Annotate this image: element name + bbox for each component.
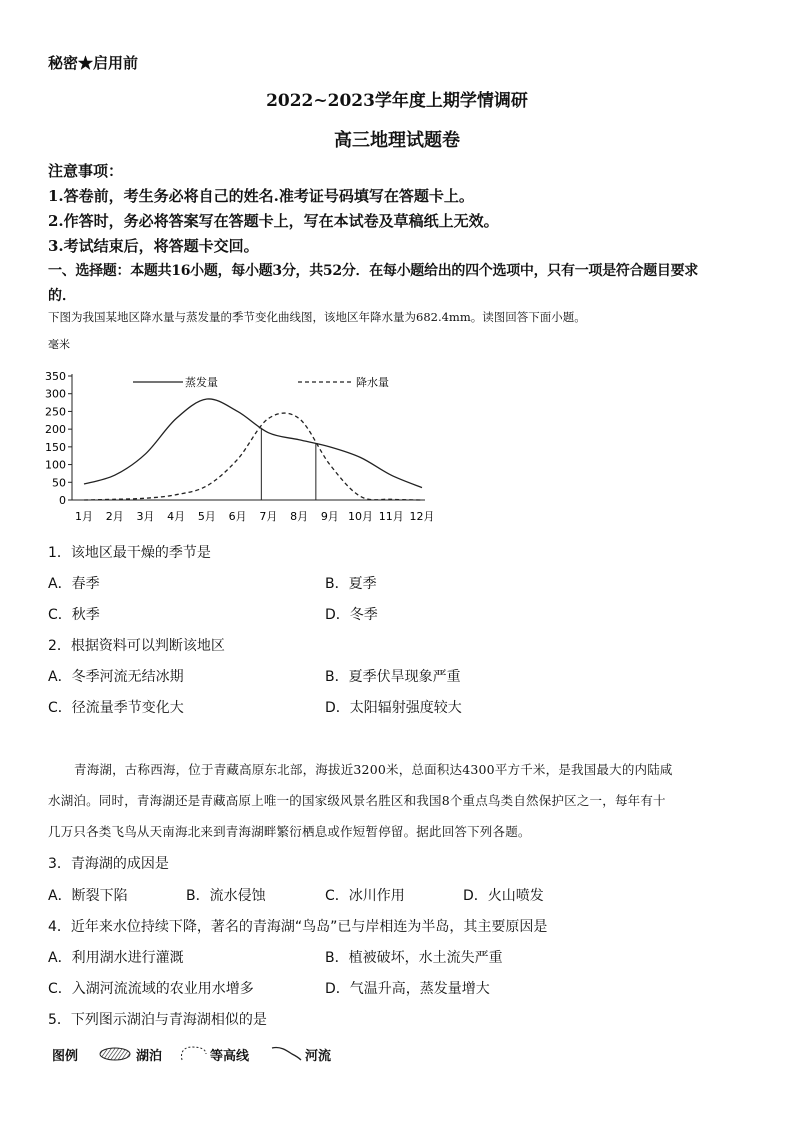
question-1-stem: 1．该地区最干燥的季节是 [48,545,211,561]
question-1-option-d[interactable]: D．冬季 [325,607,378,623]
y-tick-label: 50 [52,476,66,490]
question-3-option-c[interactable]: C．冰川作用 [325,888,405,904]
notice-heading: 注意事项： [48,162,124,180]
evaporation-line [84,399,422,488]
y-tick-label: 200 [45,423,66,437]
x-tick-label: 9月 [320,510,339,523]
x-tick-label: 4月 [167,510,186,523]
x-tick-label: 2月 [105,510,124,523]
exam-title: 2022~2023学年度上期学情调研 [266,91,528,111]
question-5-stem: 5．下列图示湖泊与青海湖相似的是 [48,1012,267,1028]
question-3-option-d[interactable]: D．火山喷发 [463,888,544,904]
section-heading-line1: 一、选择题：本题共16小题，每小题3分，共52分．在每小题给出的四个选项中，只有一项是符合题目要求 [48,263,699,279]
x-tick-label: 11月 [378,510,404,523]
y-axis-unit: 毫米 [48,338,70,351]
x-tick-label: 8月 [290,510,309,523]
x-tick-label: 12月 [409,510,435,523]
y-tick-label: 250 [45,405,66,419]
question-2-option-b[interactable]: B．夏季伏旱现象严重 [325,669,461,685]
legend-river-label: 河流 [305,1049,332,1064]
y-tick-label: 0 [59,494,66,507]
question-2-option-d[interactable]: D．太阳辐射强度较大 [325,700,462,716]
y-tick-label: 100 [45,458,66,472]
question-4-option-b[interactable]: B．植被破坏，水土流失严重 [325,950,503,966]
chart-intro: 下图为我国某地区降水量与蒸发量的季节变化曲线图，该地区年降水量为682.4mm。读图回答下面小题。 [48,310,586,324]
precip-evap-chart [30,330,450,530]
precipitation-line [84,413,422,500]
x-tick-label: 6月 [228,510,247,523]
x-tick-label: 1月 [75,510,93,523]
question-3-option-a[interactable]: A．断裂下陷 [48,888,128,904]
question-1-option-c[interactable]: C．秋季 [48,607,100,623]
y-tick-label: 300 [45,387,66,401]
legend-lake-label: 湖泊 [136,1049,163,1064]
question-3-stem: 3．青海湖的成因是 [48,856,169,872]
x-tick-label: 7月 [259,510,278,523]
x-tick-label: 10月 [348,510,374,523]
legend-evaporation-label: 蒸发量 [185,376,218,389]
passage-line-2: 水湖泊。同时，青海湖还是青藏高原上唯一的国家级风景名胜区和我国8个重点鸟类自然保护区之一，每年有十 [48,793,666,808]
y-tick-label: 350 [45,370,66,383]
question-3-option-b[interactable]: B．流水侵蚀 [186,888,266,904]
exam-subtitle: 高三地理试题卷 [334,130,460,151]
notice-item-2: 2.作答时，务必将答案写在答题卡上，写在本试卷及草稿纸上无效。 [48,212,499,230]
question-2-option-a[interactable]: A．冬季河流无结冰期 [48,669,184,685]
notice-item-1: 1.答卷前，考生务必将自己的姓名.准考证号码填写在答题卡上。 [48,187,474,205]
x-tick-label: 5月 [197,510,216,523]
x-tick-label: 3月 [136,510,155,523]
question-2-option-c[interactable]: C．径流量季节变化大 [48,700,184,716]
section-heading-line2: 的． [48,288,76,304]
y-tick-label: 150 [45,440,66,454]
river-icon [270,1044,302,1062]
question-2-stem: 2．根据资料可以判断该地区 [48,638,225,654]
secret-label: 秘密★启用前 [48,54,139,72]
notice-item-3: 3.考试结束后，将答题卡交回。 [48,237,259,255]
legend-contour-label: 等高线 [210,1049,250,1064]
legend-title: 图例 [52,1049,79,1064]
question-1-option-a[interactable]: A．春季 [48,576,100,592]
contour-icon [178,1044,210,1062]
legend-precipitation-label: 降水量 [356,376,389,389]
passage-line-3: 几万只各类飞鸟从天南海北来到青海湖畔繁衍栖息或作短暂停留。据此回答下列各题。 [48,824,531,839]
lake-icon [98,1046,132,1062]
question-4-stem: 4．近年来水位持续下降，著名的青海湖“鸟岛”已与岸相连为半岛，其主要原因是 [48,919,548,935]
question-4-option-d[interactable]: D．气温升高，蒸发量增大 [325,981,490,997]
passage-line-1: 青海湖，古称西海，位于青藏高原东北部，海拔近3200米，总面积达4300平方千米，是我国最大的内陆咸 [74,762,673,777]
question-4-option-a[interactable]: A．利用湖水进行灌溉 [48,950,184,966]
question-1-option-b[interactable]: B．夏季 [325,576,377,592]
question-4-option-c[interactable]: C．入湖河流流域的农业用水增多 [48,981,254,997]
